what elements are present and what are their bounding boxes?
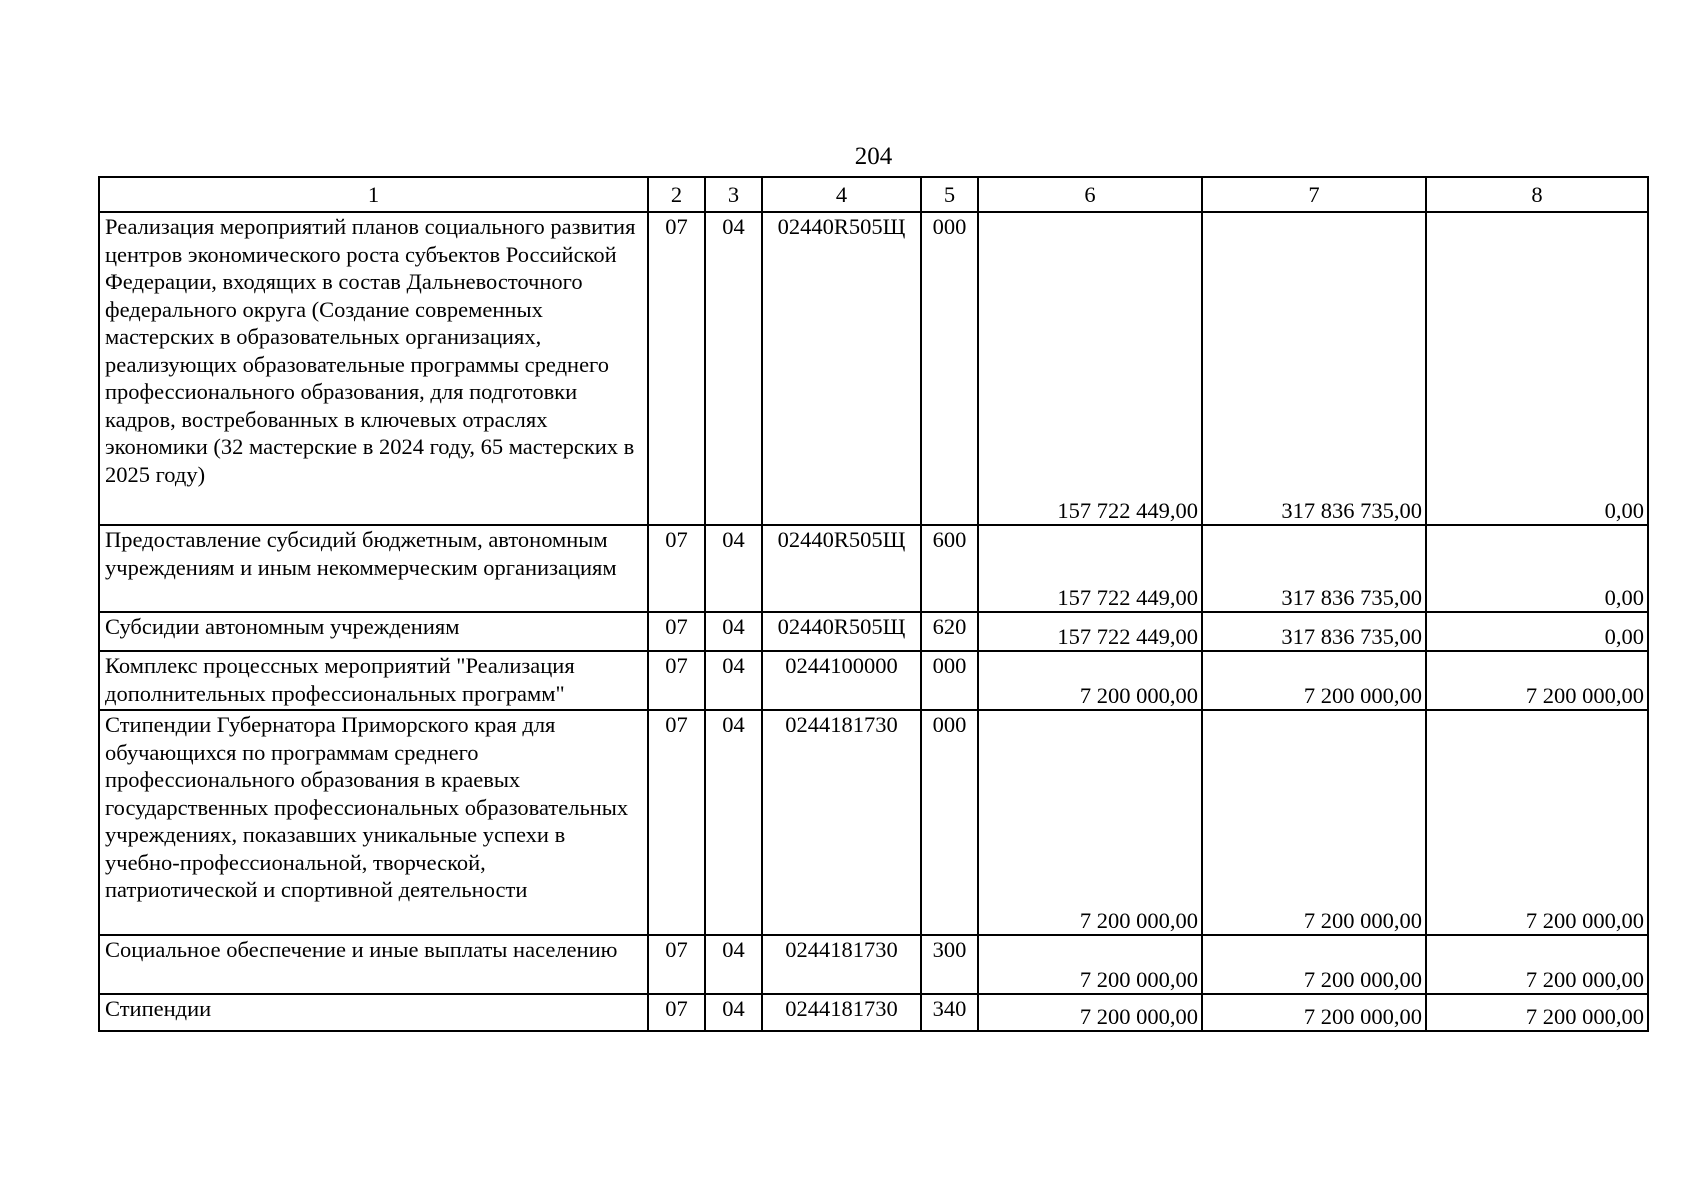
section-code: 07: [648, 994, 705, 1031]
subsection-code: 04: [705, 612, 762, 651]
amount-col-6: 157 722 449,00: [978, 525, 1202, 612]
amount-col-8: 0,00: [1426, 212, 1648, 525]
amount-col-7: 7 200 000,00: [1202, 935, 1426, 994]
amount-col-8: 0,00: [1426, 612, 1648, 651]
target-article-code: 0244100000: [762, 651, 921, 710]
amount-col-6: 7 200 000,00: [978, 651, 1202, 710]
section-code: 07: [648, 525, 705, 612]
section-code: 07: [648, 710, 705, 935]
row-name-text: Реализация мероприятий планов социального развития центров экономического роста субъектов Российской Федерации, входящих в состав Дальневосточного федерального округа (Создание современных мастерских в образовательных организациях, реализующих образовательные программы среднего профессионального образования, для подготовки кадров, востребованных в ключевых отраслях экономики (32 мастерские в 2024 году, 65 мастерских в 2025 году): [105, 214, 636, 487]
amount-col-6: 7 200 000,00: [978, 994, 1202, 1031]
column-header: 4: [762, 177, 921, 212]
amount-col-6: 7 200 000,00: [978, 935, 1202, 994]
amount-col-8: 7 200 000,00: [1426, 710, 1648, 935]
row-name: Предоставление субсидий бюджетным, автономным учреждениям и иным некоммерческим организациям: [99, 525, 648, 612]
column-header: 3: [705, 177, 762, 212]
amount-col-8: 7 200 000,00: [1426, 994, 1648, 1031]
target-article-code: 0244181730: [762, 935, 921, 994]
table-row: [99, 710, 1648, 935]
budget-table: [98, 176, 1649, 1032]
row-name: Стипендии: [99, 994, 648, 1031]
subsection-code: 04: [705, 710, 762, 935]
subsection-code: 04: [705, 935, 762, 994]
subsection-code: 04: [705, 525, 762, 612]
row-name: Субсидии автономным учреждениям: [99, 612, 648, 651]
expense-type-code: 620: [921, 612, 978, 651]
section-code: 07: [648, 612, 705, 651]
subsection-code: 04: [705, 212, 762, 525]
column-header: 5: [921, 177, 978, 212]
amount-col-6: 157 722 449,00: [978, 212, 1202, 525]
expense-type-code: 300: [921, 935, 978, 994]
amount-col-7: 317 836 735,00: [1202, 212, 1426, 525]
expense-type-code: 000: [921, 710, 978, 935]
amount-col-8: 7 200 000,00: [1426, 935, 1648, 994]
expense-type-code: 600: [921, 525, 978, 612]
row-name: Комплекс процессных мероприятий "Реализация дополнительных профессиональных программ": [99, 651, 648, 710]
table-row: [99, 651, 1648, 710]
row-name: [99, 212, 648, 525]
amount-col-7: 7 200 000,00: [1202, 994, 1426, 1031]
table-row: [99, 525, 1648, 612]
column-header: 6: [978, 177, 1202, 212]
target-article-code: 0244181730: [762, 994, 921, 1031]
page-number: 204: [854, 143, 893, 170]
amount-col-7: 317 836 735,00: [1202, 525, 1426, 612]
expense-type-code: 340: [921, 994, 978, 1031]
target-article-code: 02440R505Щ: [762, 612, 921, 651]
row-name: Стипендии Губернатора Приморского края для обучающихся по программам среднего профессионального образования в краевых государственных профессиональных образовательных учреждениях, показавших уникальные успехи в учебно-профессиональной, творческой, патриотической и спортивной деятельности: [99, 710, 648, 935]
subsection-code: 04: [705, 651, 762, 710]
amount-col-8: 0,00: [1426, 525, 1648, 612]
amount-col-8: 7 200 000,00: [1426, 651, 1648, 710]
table-row: [99, 212, 1648, 525]
section-code: 07: [648, 651, 705, 710]
section-code: 07: [648, 212, 705, 525]
row-name: Социальное обеспечение и иные выплаты населению: [99, 935, 648, 994]
expense-type-code: 000: [921, 651, 978, 710]
section-code: 07: [648, 935, 705, 994]
table-row: [99, 935, 1648, 994]
column-header: 1: [99, 177, 648, 212]
target-article-code: 0244181730: [762, 710, 921, 935]
amount-col-6: 7 200 000,00: [978, 710, 1202, 935]
amount-col-7: 7 200 000,00: [1202, 651, 1426, 710]
amount-col-7: 317 836 735,00: [1202, 612, 1426, 651]
target-article-code: 02440R505Щ: [762, 212, 921, 525]
amount-col-6: 157 722 449,00: [978, 612, 1202, 651]
column-header: 8: [1426, 177, 1648, 212]
column-header: 7: [1202, 177, 1426, 212]
target-article-code: 02440R505Щ: [762, 525, 921, 612]
expense-type-code: 000: [921, 212, 978, 525]
table-header-row: [99, 177, 1648, 212]
table-row: [99, 994, 1648, 1031]
amount-col-7: 7 200 000,00: [1202, 710, 1426, 935]
column-header: 2: [648, 177, 705, 212]
subsection-code: 04: [705, 994, 762, 1031]
table-row: [99, 612, 1648, 651]
